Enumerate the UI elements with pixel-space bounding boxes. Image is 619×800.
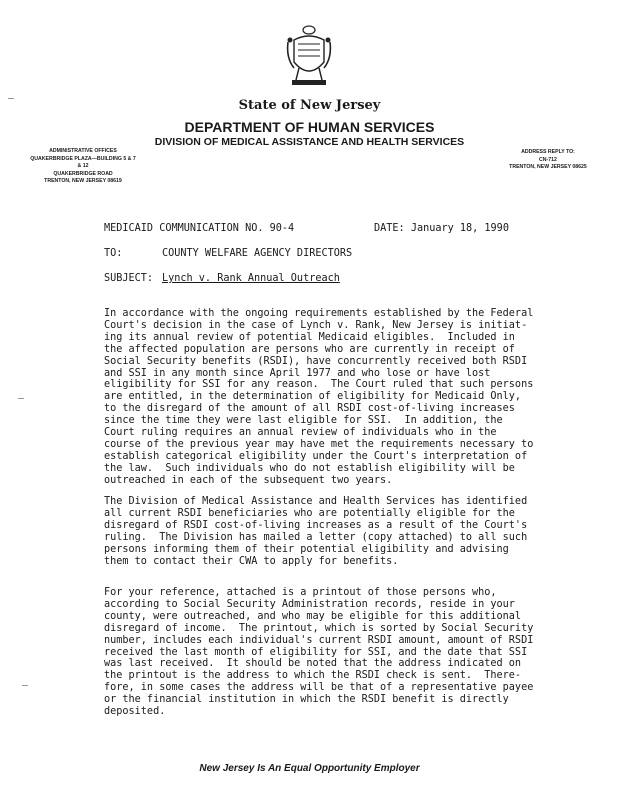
text-line: the affected population are persons who are currently in receipt of [104, 343, 515, 355]
address-line: TRENTON, NEW JERSEY 08619 [44, 178, 122, 185]
reply-to-address [488, 149, 608, 172]
address-line: ADDRESS REPLY TO: [521, 149, 575, 155]
date-value: January 18, 1990 [410, 223, 509, 234]
text-line: all current RSDI beneficiaries who are potentially eligible for the [104, 507, 515, 519]
subject-value: Lynch v. Rank Annual Outreach [162, 273, 340, 284]
text-line: are entitled, in the determination of eligibility for Medicaid Only, [104, 391, 522, 403]
state-seal-logo [284, 22, 334, 92]
text-line: persons informing them of their potential eligibility and advising [104, 543, 509, 555]
text-line: Court's decision in the case of Lynch v. Rank, New Jersey is initiat- [104, 319, 528, 331]
text-line: disregard of RSDI cost-of-living increases as a result of the Court's [104, 519, 528, 531]
text-line: them to contact their CWA to apply for benefits. [104, 555, 399, 567]
memo-date [374, 223, 509, 234]
text-line: disregard of income. The printout, which is sorted by Social Security [104, 622, 534, 634]
text-line: according to Social Security Administration records, reside in your [104, 598, 515, 610]
text-line: the law. Such individuals who do not establish eligibility will be [104, 462, 515, 474]
text-line: establish categorical eligibility under the Court's interpretation of [104, 450, 528, 462]
text-line: The Division of Medical Assistance and Health Services has identified [104, 496, 528, 507]
equal-opportunity-footer: New Jersey Is An Equal Opportunity Employer [199, 763, 420, 774]
text-line: number, includes each individual's current RSDI amount, amount of RSDI [104, 634, 534, 646]
text-line: to the disregard of the amount of all RSDI cost-of-living increases [104, 403, 515, 415]
text-line: the printout is the address to which the RSDI check is sent. There- [104, 670, 522, 682]
communication-number: MEDICAID COMMUNICATION NO. 90-4 [104, 223, 295, 234]
text-line: outreached in each of the subsequent two years. [104, 474, 393, 486]
division-heading: DIVISION OF MEDICAL ASSISTANCE AND HEALTH SERVICES [154, 136, 465, 148]
department-heading: DEPARTMENT OF HUMAN SERVICES [184, 119, 435, 135]
address-line: TRENTON, NEW JERSEY 08625 [509, 164, 587, 171]
text-line: county, were outreached, and who may be eligible for this additional [104, 610, 522, 622]
administrative-offices-address [28, 148, 138, 186]
paragraph-court-decision [104, 308, 534, 487]
address-line: QUAKERBRIDGE ROAD [53, 170, 113, 177]
margin-mark [18, 398, 24, 399]
text-line: eligibility for SSI for any reason. The Court ruled that such persons [104, 379, 534, 391]
date-label: DATE: [374, 223, 405, 234]
address-line: ADMINISTRATIVE OFFICES [49, 148, 117, 154]
margin-mark [22, 685, 28, 686]
text-line: since the time they were last eligible for SSI. In addition, the [104, 415, 503, 427]
text-line: and SSI in any month since April 1977 and who lose or have lost [104, 367, 491, 379]
text-line: ing its annual review of potential Medicaid eligibles. Included in [104, 331, 515, 343]
text-line: received the last month of eligibility for SSI, and the date that SSI [104, 646, 528, 658]
margin-mark [8, 98, 14, 99]
text-line: deposited. [104, 706, 166, 718]
text-line: fore, in some cases the address will be that of a representative payee [104, 682, 534, 694]
to-label: TO: [104, 248, 123, 259]
text-line: or the financial institution in which the RSDI benefit is directly [104, 694, 509, 706]
state-name-heading: State of New Jersey [238, 98, 381, 113]
to-value: COUNTY WELFARE AGENCY DIRECTORS [162, 248, 353, 259]
text-line: course of the previous year may have met the requirements necessary to [104, 438, 534, 450]
paragraph-division-identified [104, 496, 528, 567]
text-line: was last received. It should be noted that the address indicated on [104, 658, 522, 670]
subject-label: SUBJECT: [104, 273, 154, 284]
paragraph-printout-reference [104, 587, 534, 718]
text-line: ruling. The Division has mailed a letter (copy attached) to all such [104, 531, 528, 543]
text-line: For your reference, attached is a printout of those persons who, [104, 587, 497, 598]
text-line: In accordance with the ongoing requirements established by the Federal [104, 308, 534, 319]
address-line: QUAKERBRIDGE PLAZA—BUILDING 5 & 7 & 12 [30, 155, 136, 170]
text-line: Social Security benefits (RSDI), have concurrently received both RSDI [104, 355, 528, 367]
address-line: CN-712 [539, 156, 557, 163]
text-line: Court ruling requires an annual review of individuals who in the [104, 427, 497, 439]
